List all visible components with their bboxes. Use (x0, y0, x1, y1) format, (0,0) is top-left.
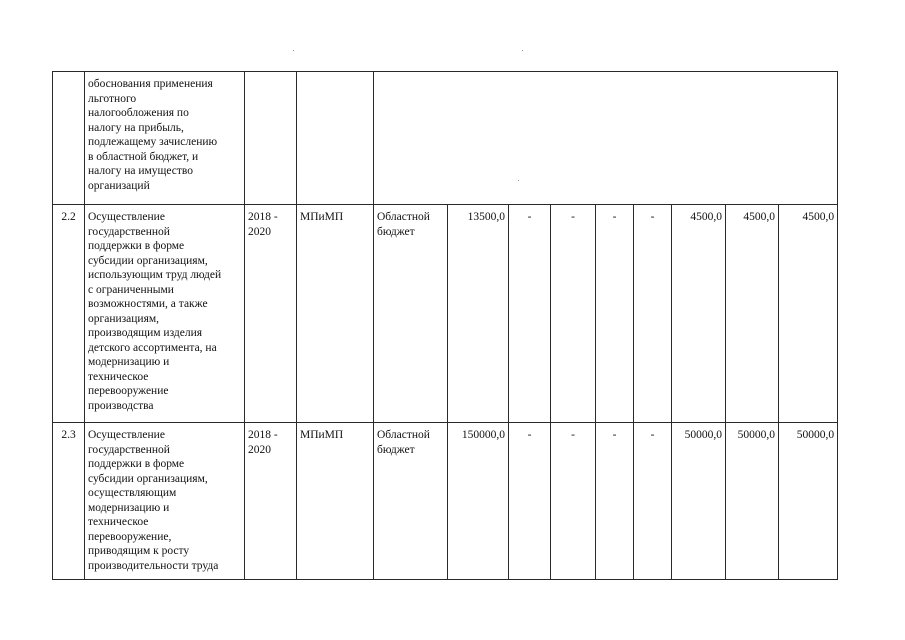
year-amount-cell: 50000,0 (672, 423, 726, 580)
executor-cell: МПиМП (297, 423, 374, 580)
amount-cell: - (509, 423, 551, 580)
year-amount-cell: 4500,0 (672, 205, 726, 423)
row-number-cell: 2.2 (53, 205, 85, 423)
year-amount-cell: 4500,0 (779, 205, 838, 423)
total-amount-cell: 150000,0 (448, 423, 509, 580)
executor-cell: МПиМП (297, 205, 374, 423)
merged-empty-cell (374, 72, 838, 205)
amount-cell: - (634, 423, 672, 580)
measure-description: Осуществление государственной поддержки в форме субсидии организациям, использующим труд людей с ограниченными возможностями, а также организациям, производящим изделия детского ассортимента, на модернизацию и техническое перевооружение производства (85, 205, 245, 423)
year-amount-cell: 50000,0 (726, 423, 779, 580)
amount-cell: - (596, 205, 634, 423)
amount-cell: - (509, 205, 551, 423)
year-amount-cell: 50000,0 (779, 423, 838, 580)
funding-source-cell: Областной бюджет (374, 205, 448, 423)
measure-description: Осуществление государственной поддержки в форме субсидии организациям, осуществляющим модернизацию и техническое перевооружение, приводящим к росту производительности труда (85, 423, 245, 580)
measure-description: обоснования применения льготного налогообложения по налогу на прибыль, подлежащему зачислению в областной бюджет, и налогу на имущество организаций (85, 72, 245, 205)
period-cell: 2018 - 2020 (245, 205, 297, 423)
period-cell (245, 72, 297, 205)
row-number-cell: 2.3 (53, 423, 85, 580)
year-amount-cell: 4500,0 (726, 205, 779, 423)
table-row (53, 205, 838, 423)
scan-speck (293, 50, 294, 51)
row-number-cell (53, 72, 85, 205)
amount-cell: - (634, 205, 672, 423)
table-row (53, 423, 838, 580)
budget-table (52, 71, 838, 580)
amount-cell: - (551, 205, 596, 423)
scan-speck (522, 50, 523, 51)
table-row (53, 72, 838, 205)
period-cell: 2018 - 2020 (245, 423, 297, 580)
amount-cell: - (596, 423, 634, 580)
amount-cell: - (551, 423, 596, 580)
funding-source-cell: Областной бюджет (374, 423, 448, 580)
total-amount-cell: 13500,0 (448, 205, 509, 423)
executor-cell (297, 72, 374, 205)
